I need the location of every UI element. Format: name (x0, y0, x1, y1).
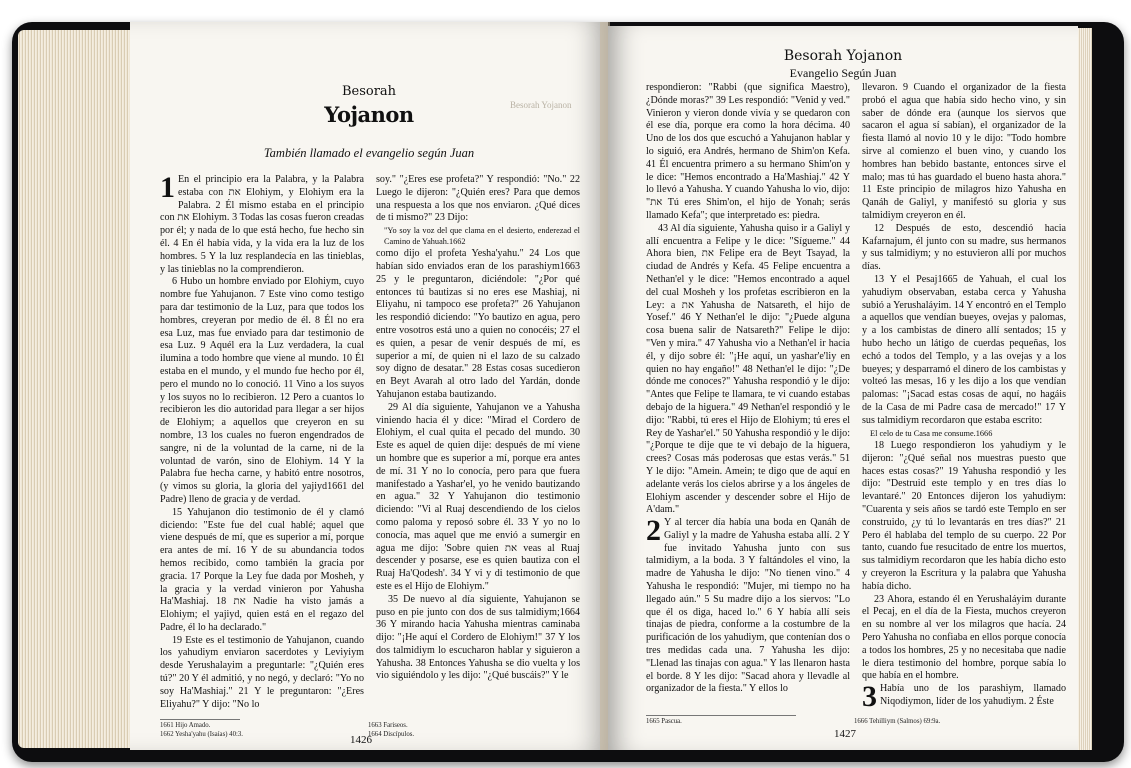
chapter-number: 1 (160, 174, 175, 204)
footnote-rule (646, 715, 796, 716)
paragraph: 6 Hubo un hombre enviado por Elohiym, cuyo nombre fue Yahujanon. 7 Este vino como testigo para dar testimonio de la Luz, para que todos los hombres, creyeran por medio de él. 8 Él no era esa Luz, mas fue enviado para dar testimonio de esa Luz. 9 Aquél era la Luz verdadera, la cual ilumina a todo hombre que viene al mundo. 10 Él estaba en el mundo, y el mundo fue hecho por él, pero el mundo no lo conoció. 11 Vino a los suyos y los suyos no lo recibieron. 12 Pero a cuantos lo recibieron les dio autoridad para llegar a ser hijos de Elohiym; a aquellos que creyeron en su nombre, 13 los cuales no fueron engendrados de sangre, ni de la voluntad de la carne, ni de la voluntad de varón, sino de Elohiym. 14 Y la Palabra fue hecha carne, y habitó entre nosotros, (y vimos su gloria, la gloria del yajiyd1661 del Padre) lleno de gracia y de verdad. (160, 276, 364, 505)
chapter-number: 2 (646, 514, 661, 548)
scripture-quote: El celo de tu Casa me consume.1666 (870, 428, 993, 438)
book-title-big: Yojanon (324, 102, 414, 127)
book-subtitle: También llamado el evangelio según Juan (263, 146, 475, 160)
right-page (608, 26, 1078, 750)
footnote: 1663 Fariseos. (368, 722, 408, 729)
paragraph: Y al tercer día había una boda en Qanáh de Galiyl y la madre de Yahusha estaba allí. 2 Y fue invitado Yahusha junto con sus talmidiym, a la boda. 3 Y faltándoles el vino, la madre de Yahusha le dijo: "No tienen vino." 4 Yahusha le respondió: "Mujer, mi tiempo no ha llegado aún." 5 Su madre dijo a los siervos: "Lo que él os diga, haced lo." 6 Y había allí seis tinajas de piedra, conforme a la costumbre de la purificación de los yahudiym, que contenían dos o tres medidas cada una. 7 Yahusha les dijo: "Llenad las tinajas con agua." Y las llenaron hasta el borde. 8 Y les dijo: "Sacad ahora y llevadle al organizador de la fiesta." Y ellos lo (646, 517, 850, 695)
paragraph: 19 Este es el testimonio de Yahujanon, cuando los yahudiym enviaron sacerdotes y Leviyiym desde Yerushalayim a preguntarle: "¿Quién eres tú?" 20 Y él admitió, y no negó, y declaró: "Yo no soy Ha'Mashiaj." 21 Y le preguntaron: "¿Eres Eliyahu?" Y dijo: "No lo (160, 634, 364, 710)
page-number: 1426 (350, 734, 372, 746)
scripture-quote: "Yo soy la voz del que clama en el desierto, enderezad el Camino de Yahuah.1662 (384, 226, 580, 246)
page-edges-left (18, 30, 136, 748)
bleed-through-text: Besorah Yojanon (510, 100, 572, 110)
footnote: 1661 Hijo Amado. (160, 722, 211, 729)
right-text-columns (646, 82, 1066, 710)
paragraph: 12 Después de esto, descendió hacia Kafarnajum, él junto con su madre, sus hermanos y sus talmidiym; y no estuvieron allí por muchos días. (862, 222, 1066, 273)
paragraph: llevaron. 9 Cuando el organizador de la fiesta probó el agua que había sido hecho vino, y sin saber de dónde era (aunque los siervos que sacaron el agua sí sabían), el organizador de la fiesta llamó al novio 10 y le dijo: "Todo hombre sirve al comienzo el buen vino, y cuando los hombres han bebido bastante, entonces sirve el malo; mas tú has guardado el bueno hasta ahora." 11 Este principio de milagros hizo Yahusha en Qanáh de Galiyl, y manifestó su gloria y sus talmidiym creyeron en él. (862, 82, 1066, 221)
running-subhead: Evangelio Según Juan (789, 66, 897, 80)
left-column-1 (160, 174, 364, 712)
footnotes-right-col2 (854, 718, 1054, 727)
paragraph: 13 Y el Pesaj1665 de Yahuah, el cual los yahudiym observaban, estaba cerca y Yahusha subió a Yerushaláyim. 14 Y encontró en el Templo a aquellos que vendían bueyes, ovejas y palomas, y a los cambistas de dinero allí sentados; 15 y hubo hecho un látigo de cuerdas pequeñas, los echó a todos del Templo, y a las ovejas y a los bueyes; y desparramó el dinero de los cambistas y volteó las mesas, 16 y les dijo a los que vendían palomas: "¡Sacad estas cosas de aquí, no hagáis de la Casa de mi Padre casa de mercado!" 17 Y sus talmidiym recordaron que estaba escrito: (862, 273, 1066, 426)
left-page (130, 22, 608, 750)
paragraph: 43 Al día siguiente, Yahusha quiso ir a Galiyl y allí encuentra a Felipe y le dice: "Sígueme." 44 Ahora bien, את Felipe era de Beyt Tsayad, la ciudad de Andrés y Kefa. 45 Felipe encuentra a Nethan'el y le dice: "Hemos encontrado a aquel del cual Mosheh y los profetas escribieron en la Ley: a את Yahusha de Natsareth, el hijo de Yosef." 46 Y Nethan'el le dijo: "¿Puede alguna cosa buena salir de Natsareth?" Felipe le dijo: "Ven y mira." 47 Yahusha vio a Nethan'el ir hacia él, y dijo sobre él: "¡He aquí, un yashar'e'liy en quien no hay engaño!" 48 Nethan'el le dijo: "¿De dónde me conoces?" Yahusha respondió y le dijo: "Antes que Felipe te llamara, te vi cuando estabas debajo de la higuera." 49 Nethan'el respondió y le dijo: "Rabbi, tú eres el Hijo de Elohiym; tú eres el Rey de Yashar'el." 50 Yahusha respondió y le dijo: "¿Porque te dije que te vi debajo de la higuera, crees? Cosas más poderosas que estas verás." 51 Y le dijo: "Amein. Amein; te digo que de aquí en adelante verás los cielos abrirse y a los ángeles de Elohiym ascender y descender sobre el Hijo de A'dam." (646, 222, 850, 516)
paragraph: En el principio era la Palabra, y la Palabra estaba con את Elohiym, y Elohiym era la Palabra. 2 Él mismo estaba en el principio con את Elohiym. 3 Todas las cosas fueron creadas por él; y nada de lo que está hecho, fue hecho sin él. 4 En él había vida, y la vida era la luz de los hombres. 5 Y la luz resplandecía en las tinieblas, y las tinieblas no la comprendieron. (160, 174, 364, 275)
footnote: 1664 Discípulos. (368, 730, 415, 738)
chapter-number: 3 (862, 680, 877, 710)
left-column-2 (376, 174, 580, 712)
paragraph: 15 Yahujanon dio testimonio de él y clamó diciendo: "Este fue del cual hablé; aquel que viene después de mí, que es superior a mí, porque era antes de mí. 16 Y de su abundancia todos hemos recibido, como también la gracia por gracia. 17 Porque la Ley fue dada por Mosheh, y la gracia y la verdad vinieron por Yahusha Ha'Mashiaj. 18 את Nadie ha visto jamás a Elohiym; el yajiyd, quien está en el regazo del Padre, él lo ha declarado." (160, 506, 364, 633)
footnotes-left-col2 (368, 722, 568, 739)
page-number: 1427 (834, 728, 856, 740)
book-title-small: Besorah (341, 84, 397, 99)
paragraph: soy." "¿Eres ese profeta?" Y respondió: "No." 22 Luego le dijeron: "¿Quién eres? Para que demos una respuesta a los que nos enviaron. ¿Qué dices de ti mismo?" 23 Dijo: (376, 174, 580, 224)
paragraph: 23 Ahora, estando él en Yerushaláyim durante el Pecaj, en el día de la Fiesta, muchos creyeron en su nombre al ver los milagros que hacía. 24 Pero Yahusha no confiaba en ellos porque conocía a todos los hombres, 25 y no necesitaba que nadie le diera testimonio del hombre, porque sabía lo que había en el hombre. (862, 593, 1066, 682)
right-column-2 (862, 82, 1066, 710)
paragraph: como dijo el profeta Yesha'yahu." 24 Los que habían sido enviados eran de los parashiym1663 25 y le preguntaron, diciéndole: "¿Por qué entonces tú bautizas si no eres ese Mashiaj, ni Eliyahu, ni tampoco ese profeta?" 26 Yahujanon les respondió diciendo: "Yo bautizo en agua, pero entre vosotros está uno a quien no conocéis; 27 el es quien, a pesar de venir después de mí, es superior a mí, de quien ni el lazo de su calzado soy digno de desatar." 28 Estas cosas sucedieron en Beyt Avarah al otro lado del Yardán, donde Yahujanon estaba bautizando. (376, 248, 580, 400)
footnote: 1662 Yesha'yahu (Isaías) 40:3. (160, 730, 243, 738)
footnotes-left-col1 (160, 722, 360, 739)
footnote: 1666 Tehilliym (Salmos) 69:9a. (854, 718, 941, 725)
running-head: Besorah Yojanon (783, 48, 903, 64)
footnote: 1665 Pascua. (646, 718, 682, 725)
paragraph: 35 De nuevo al día siguiente, Yahujanon se puso en pie junto con dos de sus talmidiym;1664 36 Y mirando hacia Yahusha mientras caminaba dijo: "¡He aquí el Cordero de Elohiym!" 37 Y los dos talmidiym lo escucharon hablar y siguieron a Yahusha. 38 Entonces Yahusha se dio vuelta y los vio siguiéndolo y les dijo: "¿Qué buscáis?" Y le (376, 593, 580, 682)
paragraph: 29 Al día siguiente, Yahujanon ve a Yahusha viniendo hacia él y dice: "Mirad el Cordero de Elohiym, el cual quita el pecado del mundo. 30 Este es aquel de quien dije: después de mí viene un hombre que es superior a mí, porque era antes de mí. 31 Y no lo conocía, pero para que fuera manifestado a Yashar'el, yo he venido bautizando en agua." 32 Y Yahujanon dio testimonio diciendo: "Vi al Ruaj descendiendo de los cielos como paloma y reposó sobre él. 33 Y yo no lo conocía, mas aquel que me envió a sumergir en agua me dijo: 'Sobre quien את veas al Ruaj descender y posarse, ese es quien bautiza con el Ruaj Ha'Qodesh'. 34 Y vi y di testimonio de que este es el Hijo de Elohiym." (376, 401, 580, 592)
footnotes-right-col1 (646, 718, 846, 727)
footnote-rule (160, 719, 240, 720)
paragraph: respondieron: "Rabbi (que significa Maestro), ¿Dónde moras?" 39 Les respondió: "Venid y ved." Vinieron y vieron donde vivía y se quedaron con él ese día, porque era como la hora décima. 40 Uno de los dos que escuchó a Yahujanon hablar y lo siguió, era Andrés, hermano de Shim'on Kefa. 41 Él encuentra primero a su hermano Shim'on y le dice: "Hemos encontrado a Ha'Mashiaj." 42 Y lo llevó a Yahusha. Y cuando Yahusha lo vio, dijo: "את Tú eres Shim'on, el hijo de Yonah; serás llamado Kefa"; que interpretado es: piedra. (646, 82, 850, 221)
paragraph: 18 Luego respondieron los yahudiym y le dijeron: "¿Qué señal nos muestras puesto que haces estas cosas?" 19 Yahusha respondió y les dijo: "Destruid este templo y en tres días lo levantaré." 20 Entonces dijeron los yahudiym: "Cuarenta y seis años se tardó este Templo en ser construido, ¿y tú lo levantarás en tres días?" 21 Pero él hablaba del templo de su cuerpo. 22 Por tanto, cuando fue resucitado de entre los muertos, sus talmidiym recordaron que les había dicho esto y creyeron la Escritura y la palabra que Yahusha había dicho. (862, 440, 1066, 592)
right-column-1 (646, 82, 850, 710)
left-text-columns (160, 174, 580, 712)
paragraph: Había uno de los parashiym, llamado Niqodiymon, líder de los yahudiym. 2 Éste (880, 683, 1066, 707)
